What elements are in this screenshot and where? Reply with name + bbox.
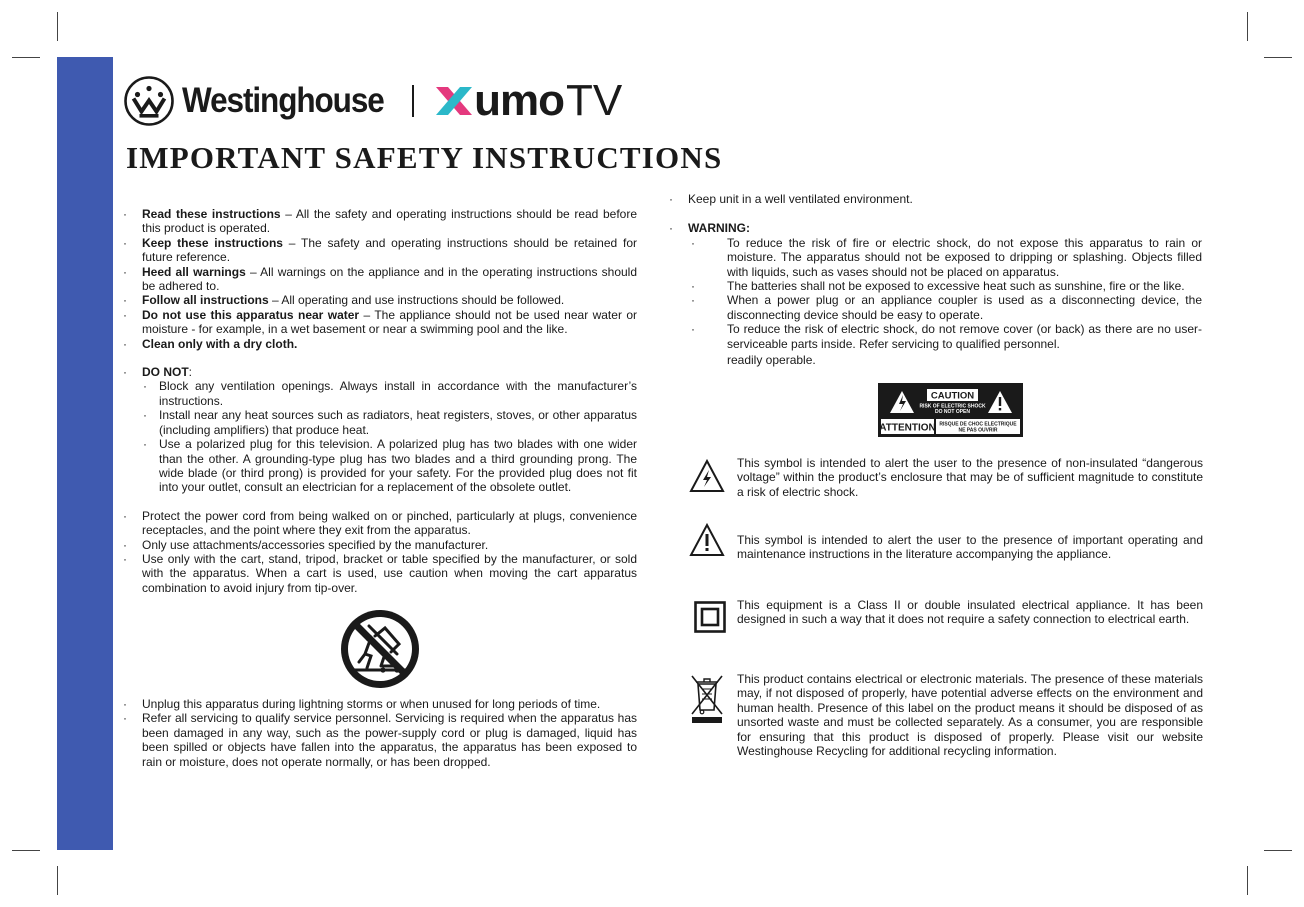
exclamation-warning-icon (689, 523, 725, 557)
symbol-description: This equipment is a Class II or double insulated electrical appliance. It has been designed in such a way that it does not require a safety connection to electrical earth. (737, 598, 1203, 627)
crop-mark (57, 12, 58, 41)
risk-en-line-1: RISK OF ELECTRIC SHOCK (919, 403, 986, 410)
symbol-description: This symbol is intended to alert the user to the presence of important operating and maintenance instructions in the literature accompanying the appliance. (737, 533, 1203, 562)
servicing-list (123, 697, 637, 769)
spacer (669, 206, 1202, 221)
list-item: · Follow all instructions – All operating and use instructions should be followed. (123, 293, 637, 307)
list-item: · Clean only with a dry cloth. (123, 337, 637, 351)
page-title: IMPORTANT SAFETY INSTRUCTIONS (126, 140, 723, 175)
list-item: · To reduce the risk of fire or electric shock, do not expose this apparatus to rain or moisture. The apparatus should not be exposed to dripping or splashing. Objects filled with liquids, such as vases should not be placed on apparatus. (669, 236, 1202, 279)
xumo-wordmark: umo (474, 76, 565, 125)
warning-list (669, 221, 1202, 351)
general-instructions-list (123, 207, 637, 351)
list-item: · Keep these instructions – The safety and operating instructions should be retained for future reference. (123, 236, 637, 265)
risk-en-line-2: DO NOT OPEN (934, 409, 971, 415)
list-item: · To reduce the risk of electric shock, do not remove cover (or back) as there are no user-serviceable parts inside. Refer servicing to qualified personnel. (669, 322, 1202, 351)
lightning-warning-icon (689, 459, 725, 493)
double-square-icon (694, 601, 726, 633)
do-not-list (123, 365, 637, 495)
list-item: · Read these instructions – All the safety and operating instructions should be read before this product is operated. (123, 207, 637, 236)
list-item: · Heed all warnings – All warnings on the appliance and in the operating instructions should be adhered to. (123, 265, 637, 294)
crop-mark (1264, 850, 1292, 851)
crop-mark (12, 850, 40, 851)
do-not-heading: · DO NOT: (123, 365, 637, 379)
crossed-bin-icon (689, 674, 725, 724)
symbol-description: This symbol is intended to alert the user to the presence of non-insulated “dangerous voltage” within the product’s enclosure that may be of sufficient magnitude to constitute a risk of electric shock. (737, 456, 1203, 499)
left-column (123, 207, 637, 595)
crop-mark (1264, 57, 1292, 58)
list-item: · Refer all servicing to qualify service personnel. Servicing is required when the apparatus has been damaged in any way, such as the power-supply cord or plug is damaged, liquid has been spilled or objects have fallen into the apparatus, the apparatus has been exposed to rain or moisture, does not operate normally, or has been dropped. (123, 711, 637, 769)
list-item: · Block any ventilation openings. Always install in accordance with the manufacturer’s instructions. (123, 379, 637, 408)
blue-sidebar (57, 57, 113, 850)
caution-label (878, 383, 1023, 437)
risk-fr-line-1: RISQUE DE CHOC ELECTRIQUE (939, 421, 1017, 428)
list-item: · Protect the power cord from being walked on or pinched, particularly at plugs, convenience receptacles, and the point where they exit from the apparatus. (123, 509, 637, 538)
warning-heading: · WARNING: (669, 221, 1202, 235)
ventilation-list (669, 192, 1202, 206)
list-item: · Install near any heat sources such as radiators, heat registers, stoves, or other apparatus (including amplifiers) that produce heat. (123, 408, 637, 437)
risk-fr-line-2: NE PAS OUVRIR (958, 427, 998, 434)
logo-divider (412, 85, 414, 117)
list-item: · Do not use this apparatus near water – The appliance should not be used near water or moisture - for example, in a wet basement or near a swimming pool and the like. (123, 308, 637, 337)
right-column (669, 192, 1202, 367)
crop-mark (1247, 12, 1248, 41)
list-item: · When a power plug or an appliance coupler is used as a disconnecting device, the disconnecting device should be easy to operate. (669, 293, 1202, 322)
crop-mark (12, 57, 40, 58)
cord-list (123, 509, 637, 595)
symbol-description: This product contains electrical or electronic materials. The presence of these materials may, if not disposed of properly, have potential adverse effects on the environment and human health. Presence of this label on the product means it should be disposed of as unsorted waste and must be collected separately. As a consumer, you are responsible for ensuring that this product is disposed of properly. Please visit our website Westinghouse Recycling for additional recycling information. (737, 672, 1203, 759)
list-item: · Keep unit in a well ventilated environment. (669, 192, 1202, 206)
xumo-x-icon (434, 81, 474, 121)
attention-text: ATTENTION (879, 422, 936, 434)
list-item: · The batteries shall not be exposed to excessive heat such as sunshine, fire or the like. (669, 279, 1202, 293)
cart-tipover-warning-icon (339, 608, 421, 690)
list-item: · Only use attachments/accessories specified by the manufacturer. (123, 538, 637, 552)
spacer (123, 495, 637, 509)
list-item: · Unplug this apparatus during lightning storms or when unused for long periods of time. (123, 697, 637, 711)
crop-mark (57, 866, 58, 895)
crop-mark (1247, 866, 1248, 895)
westinghouse-wordmark: Westinghouse (182, 81, 384, 120)
list-item: · Use a polarized plug for this television. A polarized plug has two blades with one wider than the other. A grounding-type plug has two blades and a third grounding prong. The wide blade (or third prong) is provided for your safety. For the provided plug does not fit into your outlet, consult an electrician for a replacement of the obsolete outlet. (123, 437, 637, 495)
list-item: · Use only with the cart, stand, tripod, bracket or table specified by the manufacturer, or sold with the apparatus. When a cart is used, use caution when moving the cart apparatus combination to avoid injury from tip-over. (123, 552, 637, 595)
left-column-bottom (123, 697, 637, 769)
spacer (123, 351, 637, 365)
xumo-tv-wordmark: TV (566, 76, 623, 125)
westinghouse-emblem-icon (124, 76, 174, 126)
logo-row (124, 75, 622, 127)
caution-text: CAUTION (930, 390, 975, 402)
readily-operable-text: readily operable. (727, 353, 816, 368)
